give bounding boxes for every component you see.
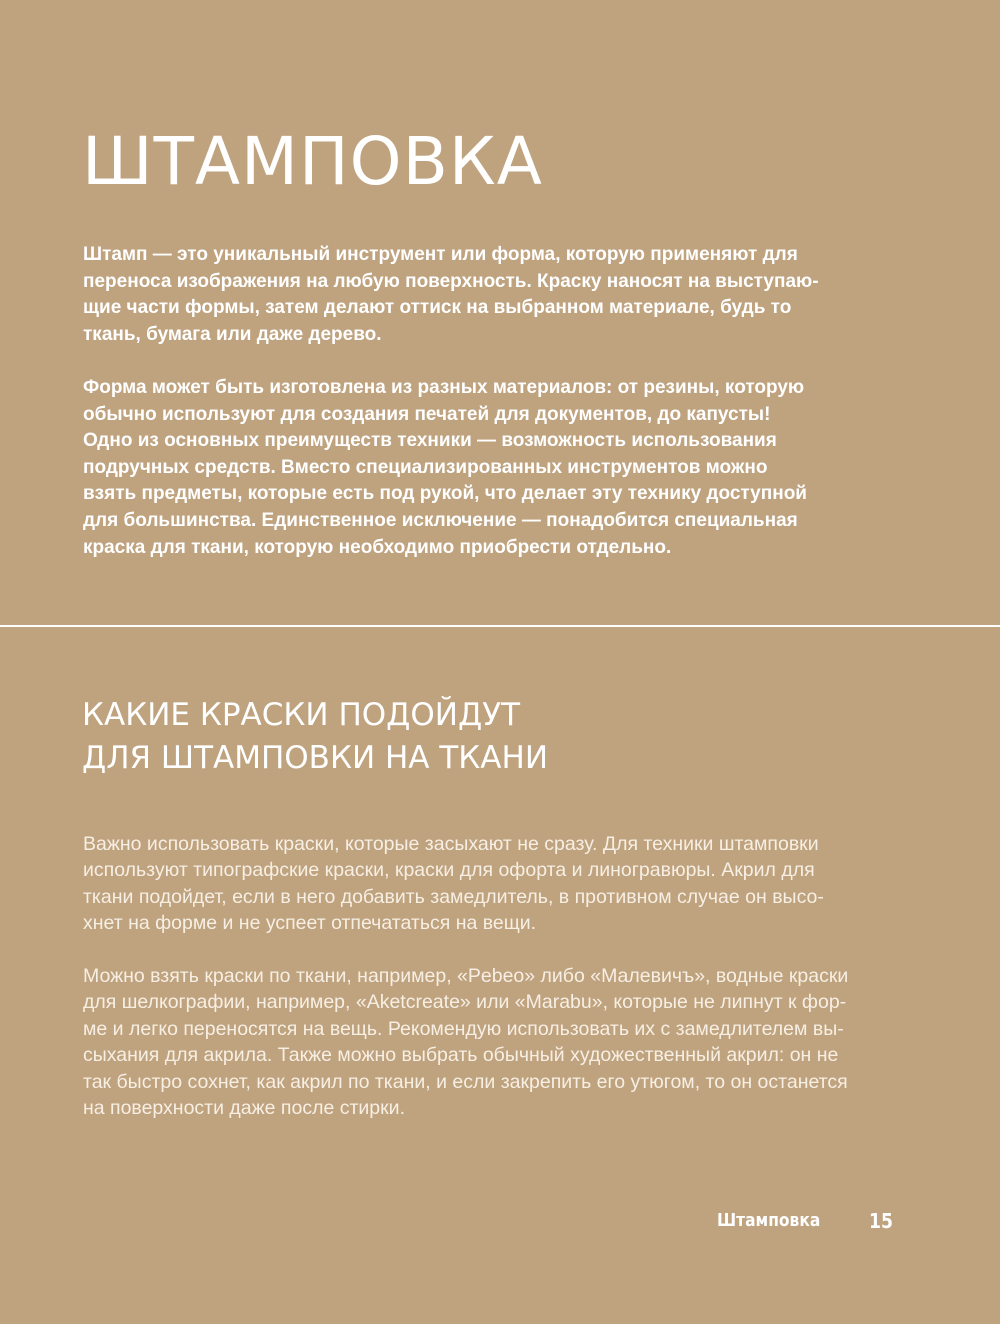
text-line: ме и легко переносятся на вещь. Рекомендую использовать их с замедлителем вы- xyxy=(83,1017,844,1040)
text-line: Одно из основных преимуществ техники — возможность использования xyxy=(83,430,777,452)
intro-paragraph xyxy=(83,242,883,348)
section-heading xyxy=(82,694,548,780)
heading-line: КАКИЕ КРАСКИ ПОДОЙДУТ xyxy=(82,697,521,733)
section-body-text xyxy=(83,831,903,1148)
body-paragraph xyxy=(83,831,903,937)
footer-section-name: Штамповка xyxy=(717,1210,821,1231)
text-line: для большинства. Единственное исключение — понадобится специальная xyxy=(83,509,798,531)
text-line: используют типографские краски, краски для офорта и линогравюры. Акрил для xyxy=(83,859,815,882)
text-line: взять предметы, которые есть под рукой, что делает эту технику доступной xyxy=(83,483,807,505)
text-line: краска для ткани, которую необходимо приобрести отдельно. xyxy=(83,536,672,558)
text-line: подручных средств. Вместо специализированных инструментов можно xyxy=(83,456,768,478)
text-line: ткань, бумага или даже дерево. xyxy=(83,323,382,345)
text-line: Форма может быть изготовлена из разных материалов: от резины, которую xyxy=(83,376,805,398)
text-line: для шелкографии, например, «Aketcreate» или «Marabu», которые не липнут к фор- xyxy=(83,991,847,1014)
text-line: Можно взять краски по ткани, например, «Pebeo» либо «Малевичъ», водные краски xyxy=(83,965,849,988)
text-line: переноса изображения на любую поверхность. Краску наносят на выступаю- xyxy=(83,270,819,292)
section-divider xyxy=(0,625,1000,627)
intro-paragraph xyxy=(83,375,883,561)
text-line: щие части формы, затем делают оттиск на выбранном материале, будь то xyxy=(83,297,792,319)
text-line: хнет на форме и не успеет отпечататься на вещи. xyxy=(83,912,537,935)
text-line: сыхания для акрила. Также можно выбрать обычный художественный акрил: он не xyxy=(83,1044,839,1067)
body-paragraph xyxy=(83,963,903,1121)
page-number: 15 xyxy=(869,1209,893,1233)
page-title: ШТАМПОВКА xyxy=(82,123,543,200)
text-line: обычно используют для создания печатей для документов, до капусты! xyxy=(83,403,771,425)
intro-text xyxy=(83,242,883,588)
text-line: ткани подойдет, если в него добавить замедлитель, в противном случае он высо- xyxy=(83,885,824,908)
text-line: на поверхности даже после стирки. xyxy=(83,1097,405,1120)
text-line: Штамп — это уникальный инструмент или форма, которую применяют для xyxy=(83,244,798,265)
text-line: так быстро сохнет, как акрил по ткани, и если закрепить его утюгом, то он останется xyxy=(83,1070,848,1093)
heading-line: ДЛЯ ШТАМПОВКИ НА ТКАНИ xyxy=(82,740,549,776)
text-line: Важно использовать краски, которые засыхают не сразу. Для техники штамповки xyxy=(83,833,819,855)
